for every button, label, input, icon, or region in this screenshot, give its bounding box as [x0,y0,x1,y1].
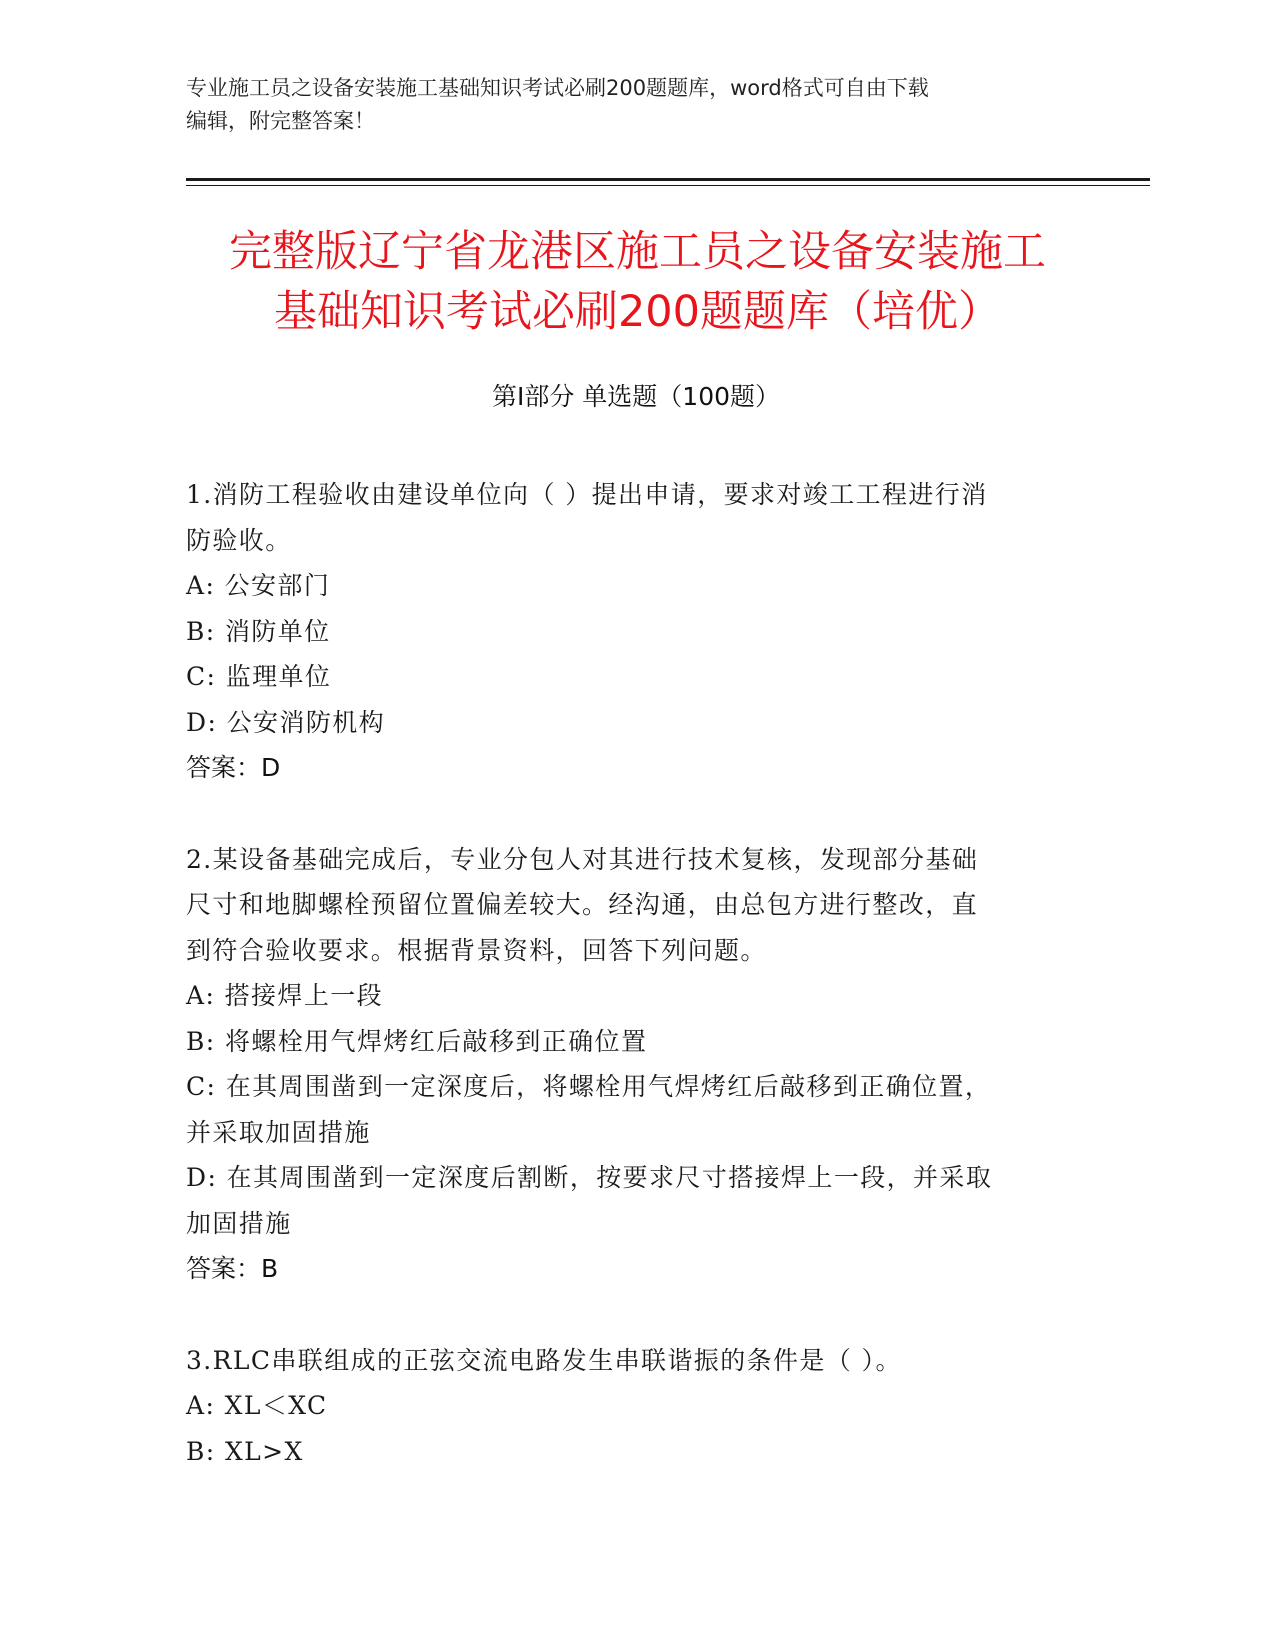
question-3-option-b: B: XL>X [186,1436,304,1466]
header-note-line-1: 专业施工员之设备安装施工基础知识考试必刷200题题库，word格式可自由下载 [186,76,929,100]
question-2-stem-line-1: 2.某设备基础完成后，专业分包人对其进行技术复核，发现部分基础 [186,844,979,874]
document-title-line-1: 完整版辽宁省龙港区施工员之设备安装施工 [229,227,1046,277]
question-1-option-a: A: 公安部门 [186,571,331,600]
question-2-option-a: A: 搭接焊上一段 [186,981,384,1010]
question-1-option-c: C: 监理单位 [186,662,332,691]
question-3-option-a: A: XL＜XC [186,1391,328,1420]
question-2-stem-line-3: 到符合验收要求。根据背景资料，回答下列问题。 [186,935,767,965]
document-title-line-2: 基础知识考试必刷200题题库（培优） [273,287,1002,337]
question-1-answer: 答案：D [186,753,281,782]
section-title: 第Ⅰ部分 单选题（100题） [491,382,781,411]
question-3-stem-line-1: 3.RLC串联组成的正弦交流电路发生串联谐振的条件是（ ）。 [186,1345,902,1375]
question-2-stem-line-2: 尺寸和地脚螺栓预留位置偏差较大。经沟通，由总包方进行整改，直 [186,890,979,919]
header-divider-thin [186,185,1150,186]
question-2-option-c-line-2: 并采取加固措施 [186,1117,371,1147]
question-1-stem-line-1: 1.消防工程验收由建设单位向（ ）提出申请，要求对竣工工程进行消 [186,480,988,509]
question-2-option-b: B: 将螺栓用气焊烤红后敲移到正确位置 [186,1026,648,1056]
header-note [186,72,1086,138]
header-divider-thick [186,178,1150,181]
question-1-option-b: B: 消防单位 [186,616,331,646]
question-2-answer: 答案：B [186,1254,279,1283]
question-1-stem-line-2: 防验收。 [186,525,292,555]
question-list [186,472,1086,1520]
question-2-option-c-line-1: C: 在其周围凿到一定深度后，将螺栓用气焊烤红后敲移到正确位置， [186,1072,992,1101]
question-2-option-d-line-1: D: 在其周围凿到一定深度后割断，按要求尺寸搭接焊上一段，并采取 [186,1163,993,1192]
document-title [150,222,1125,342]
question-1-option-d: D: 公安消防机构 [186,707,386,737]
question-1 [186,472,1086,791]
header-note-line-2: 编辑，附完整答案！ [186,109,375,133]
question-2 [186,837,1086,1292]
question-2-option-d-line-2: 加固措施 [186,1208,292,1238]
question-3 [186,1338,1086,1475]
